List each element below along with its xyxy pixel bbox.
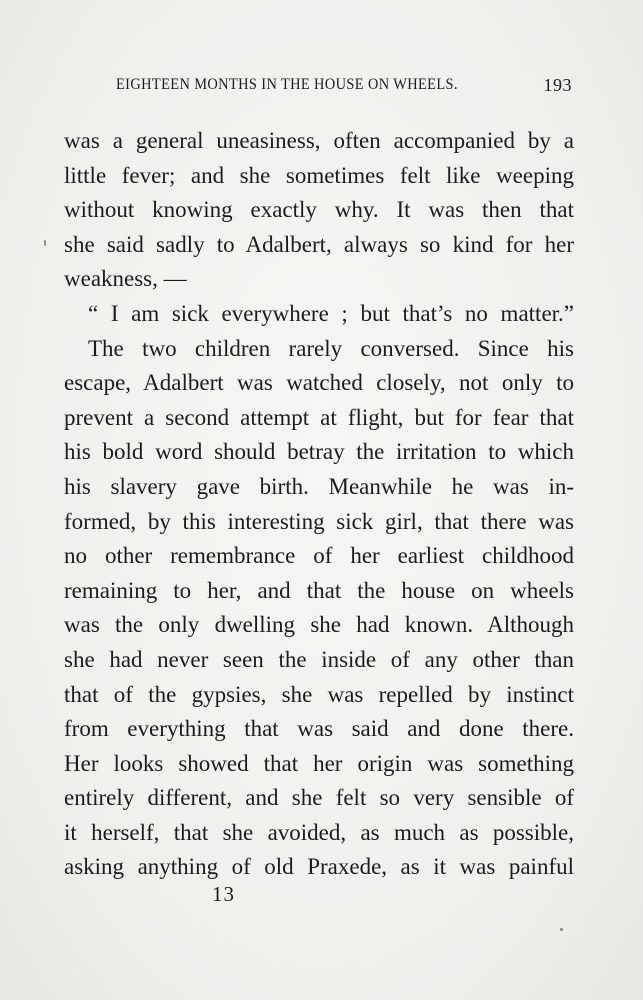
running-head (116, 76, 572, 100)
text-line: asking anything of old Praxede, as it was painful (64, 854, 574, 880)
text-line: prevent a second attempt at flight, but for fear that (64, 404, 574, 430)
text-line: entirely different, and she felt so very sensible of (64, 785, 574, 811)
text-line: no other remembrance of her earliest childhood (64, 543, 574, 569)
running-title: EIGHTEEN MONTHS IN THE HOUSE ON WHEELS. (116, 76, 458, 93)
text-line: Her looks showed that her origin was something (64, 750, 574, 776)
text-line: was the only dwelling she had known. Although (64, 612, 574, 638)
text-line: that of the gypsies, she was repelled by instinct (64, 681, 574, 707)
page-number: 193 (543, 75, 572, 95)
margin-speck (560, 928, 563, 931)
text-line: his bold word should betray the irritation to which (64, 439, 574, 465)
text-line: “ I am sick everywhere ; but that’s no matter.” (88, 300, 574, 326)
text-line: without knowing exactly why. It was then that (64, 197, 574, 223)
text-line: from everything that was said and done there. (64, 716, 574, 742)
text-line: his slavery gave birth. Meanwhile he was in- (64, 473, 574, 499)
text-line: little fever; and she sometimes felt like weeping (64, 162, 574, 188)
text-line: was a general uneasiness, often accompanied by a (64, 128, 574, 153)
body-text (64, 124, 574, 885)
text-line: weakness, — (64, 266, 187, 292)
text-line: The two children rarely conversed. Since his (88, 335, 574, 361)
text-line: it herself, that she avoided, as much as possible, (64, 819, 574, 845)
margin-speck (44, 240, 46, 246)
text-line: she said sadly to Adalbert, always so kind for her (64, 231, 574, 257)
text-line: escape, Adalbert was watched closely, not only to (64, 370, 574, 396)
signature-mark: 13 (212, 882, 235, 906)
text-line: remaining to her, and that the house on wheels (64, 577, 574, 603)
text-line: formed, by this interesting sick girl, that there was (64, 508, 574, 534)
text-line: she had never seen the inside of any other than (64, 646, 574, 672)
